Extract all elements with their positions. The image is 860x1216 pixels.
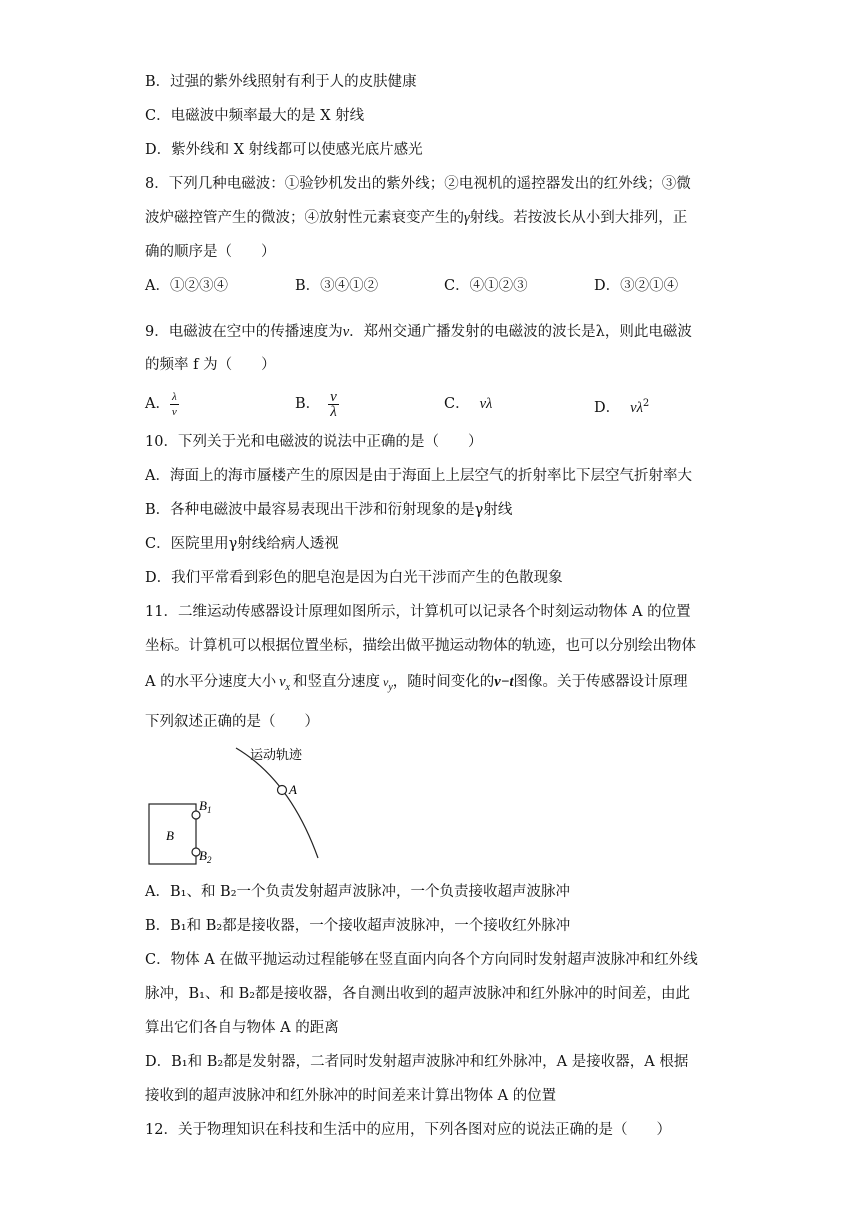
q11-option-c-line2: 脉冲，B₁、和 B₂都是接收器，各自测出收到的超声波脉冲和红外脉冲的时间差，由此 — [145, 986, 691, 1002]
q11-option-b: B．B₁和 B₂都是接收器，一个接收超声波脉冲，一个接收红外脉冲 — [145, 918, 571, 934]
q9-stem-line2: 的频率 f 为（ ） — [145, 357, 276, 373]
track-label: 运动轨迹 — [250, 748, 303, 763]
trajectory-curve — [236, 748, 318, 858]
q10-option-d: D．我们平常看到彩色的肥皂泡是因为白光干涉而产生的色散现象 — [145, 570, 563, 586]
q8-option-b: B．③④①② — [295, 278, 379, 294]
q8-stem-line3: 确的顺序是（ ） — [145, 244, 276, 260]
q7-option-b: B．过强的紫外线照射有利于人的皮肤健康 — [145, 74, 417, 90]
q9-option-d: D． $v\lambda^2$ — [594, 398, 650, 416]
q12-stem: 12．关于物理知识在科技和生活中的应用，下列各图对应的说法正确的是（ ） — [145, 1122, 671, 1138]
fraction-lambda-over-v: $\frac{\lambda}{v}$ — [171, 390, 177, 418]
q11-option-c-line3: 算出它们各自与物体 A 的距离 — [145, 1020, 339, 1036]
object-a-marker — [278, 786, 287, 795]
q11-option-a: A．B₁、和 B₂一个负责发射超声波脉冲，一个负责接收超声波脉冲 — [145, 884, 571, 900]
q11-stem-line3: A 的水平分速度大小 $v_x$ 和竖直分速度 $v_y$，随时间变化的v−t图像。关于传感器设计原理 — [145, 674, 688, 693]
fraction-v-over-lambda: $\frac{v}{\lambda}$ — [330, 388, 337, 420]
q9-option-a: A． $\frac{\lambda}{v}$ — [145, 390, 177, 418]
q10-option-c: C．医院里用γ射线给病人透视 — [145, 536, 339, 552]
q8-option-c: C．④①②③ — [444, 278, 528, 294]
q11-option-d-line2: 接收到的超声波脉冲和红外脉冲的时间差来计算出物体 A 的位置 — [145, 1088, 557, 1104]
q11-stem-line4: 下列叙述正确的是（ ） — [145, 714, 319, 730]
point-a-label: A — [289, 782, 297, 797]
b1-label: $B_1$ — [199, 798, 212, 815]
q8-stem-line1: 8．下列几种电磁波：①验钞机发出的紫外线；②电视机的遥控器发出的红外线；③微 — [145, 176, 691, 192]
q11-stem-line1: 11．二维运动传感器设计原理如图所示，计算机可以记录各个时刻运动物体 A 的位置 — [145, 604, 691, 620]
q10-option-a: A．海面上的海市蜃楼产生的原因是由于海面上上层空气的折射率比下层空气折射率大 — [145, 468, 692, 484]
q7-option-c: C．电磁波中频率最大的是 X 射线 — [145, 108, 365, 124]
q8-option-d: D．③②①④ — [594, 278, 679, 294]
q9-option-b: B． $\frac{v}{\lambda}$ — [295, 388, 337, 420]
q10-stem: 10．下列关于光和电磁波的说法中正确的是（ ） — [145, 434, 483, 450]
q8-stem-line2: 波炉磁控管产生的微波；④放射性元素衰变产生的γ射线。若按波长从小到大排列，正 — [145, 210, 688, 226]
q9-option-c: C． vλ — [444, 396, 493, 412]
box-b-label: B — [166, 828, 174, 843]
sensor-diagram — [140, 740, 340, 870]
q11-stem-line2: 坐标。计算机可以根据位置坐标，描绘出做平抛运动物体的轨迹，也可以分别绘出物体 — [145, 638, 696, 654]
q10-option-b: B．各种电磁波中最容易表现出干涉和衍射现象的是γ射线 — [145, 502, 513, 518]
q7-option-d: D．紫外线和 X 射线都可以使感光底片感光 — [145, 142, 423, 158]
q8-option-a: A．①②③④ — [145, 278, 228, 294]
q11-option-d-line1: D．B₁和 B₂都是发射器，二者同时发射超声波脉冲和红外脉冲，A 是接收器，A 根据 — [145, 1054, 689, 1070]
q9-stem-line1: 9．电磁波在空中的传播速度为v．郑州交通广播发射的电磁波的波长是λ，则此电磁波 — [145, 324, 692, 340]
b2-label: $B_2$ — [199, 848, 212, 865]
q11-option-c-line1: C．物体 A 在做平抛运动过程能够在竖直面内向各个方向同时发射超声波脉冲和红外线 — [145, 952, 698, 968]
